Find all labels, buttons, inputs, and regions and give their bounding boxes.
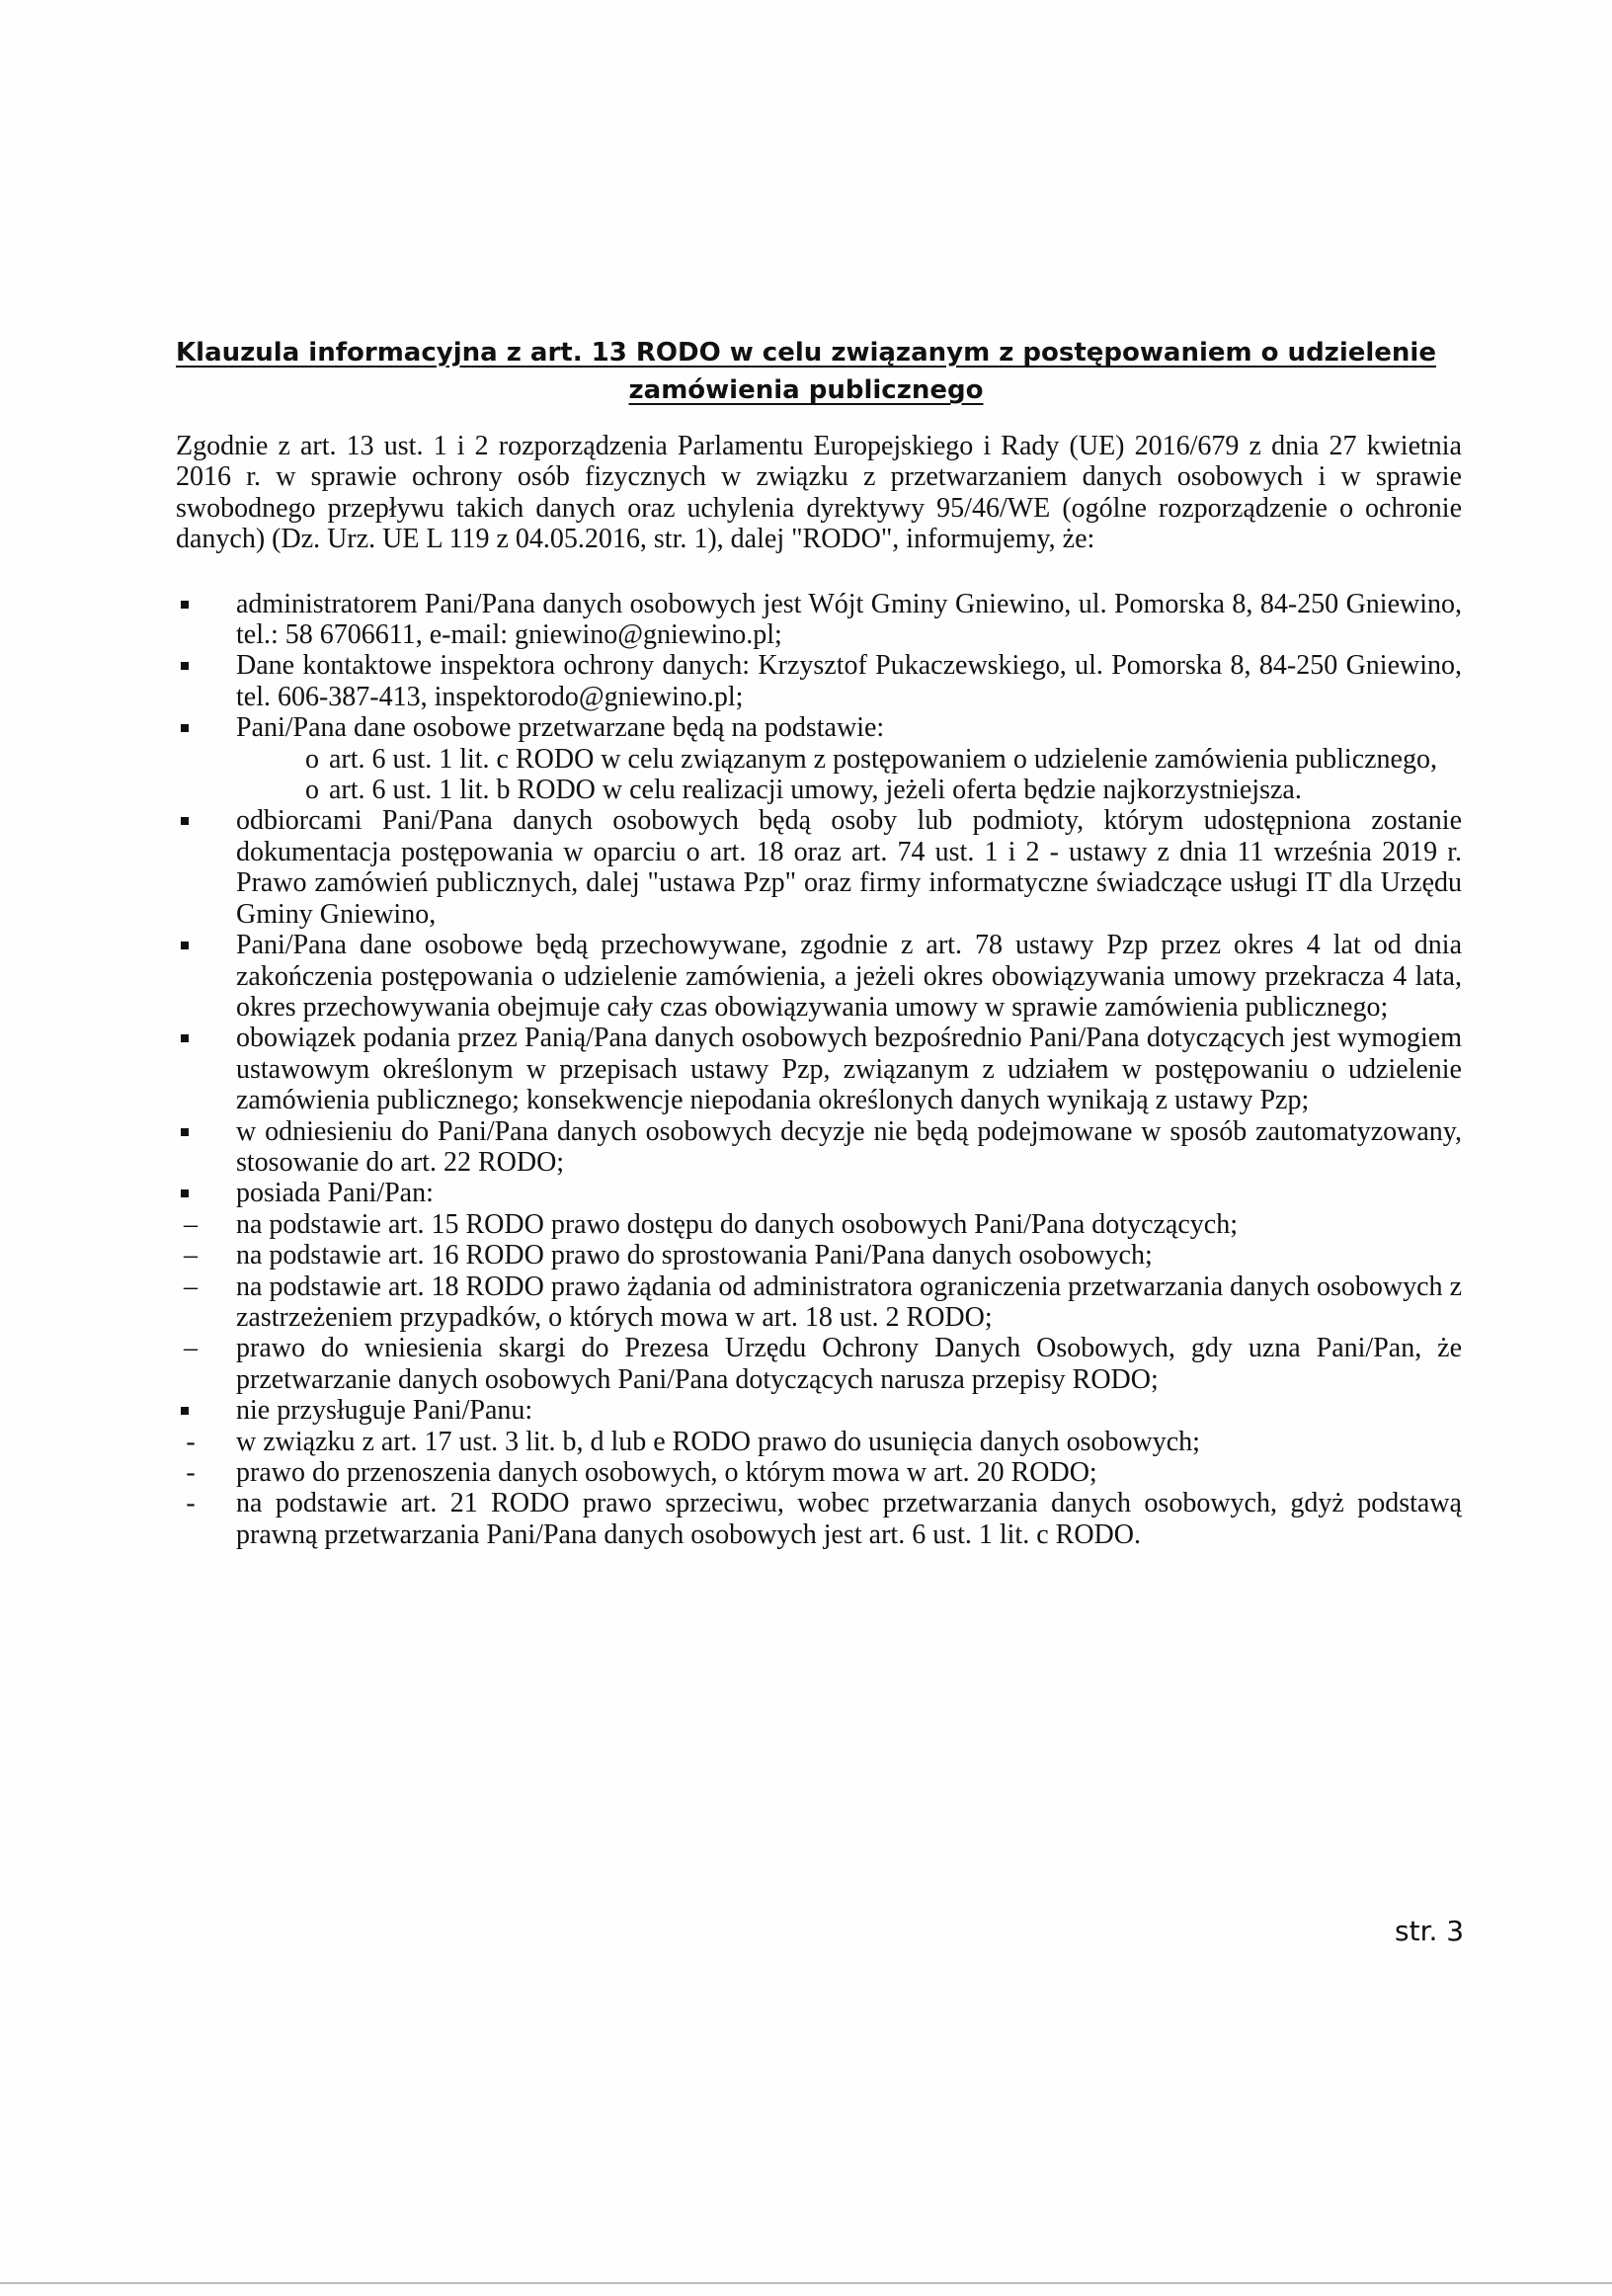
dash-bullet-icon: – bbox=[184, 1333, 198, 1364]
list-item bbox=[176, 805, 1462, 930]
dash-item bbox=[176, 1427, 1462, 1457]
dash-item bbox=[176, 1271, 1462, 1334]
dash-bullet-icon: – bbox=[184, 1271, 198, 1302]
dash-item bbox=[176, 1333, 1462, 1395]
subitem-text: na podstawie art. 18 RODO prawo żądania od administratora ograniczenia przetwarzania danych osobowych z zastrzeżeniem przypadków, o których mowa w art. 18 ust. 2 RODO; bbox=[236, 1271, 1462, 1333]
square-bullet-icon bbox=[181, 601, 189, 609]
subitem-text: prawo do przenoszenia danych osobowych, o którym mowa w art. 20 RODO; bbox=[236, 1457, 1097, 1488]
dash-bullet-icon: - bbox=[186, 1488, 196, 1519]
square-bullet-icon bbox=[181, 724, 189, 732]
circle-bullet-icon: o bbox=[305, 775, 319, 806]
page-number: str. 3 bbox=[1395, 1915, 1465, 1947]
list-item bbox=[176, 1178, 1462, 1208]
subitem-text: na podstawie art. 16 RODO prawo do sprostowania Pani/Pana danych osobowych; bbox=[236, 1240, 1153, 1271]
rights-sublist bbox=[176, 1209, 1462, 1395]
item-text: Dane kontaktowe inspektora ochrony danych: Krzysztof Pukaczewskiego, ul. Pomorska 8, 84-250 Gniewino, tel. 606-387-413, inspektorodo@gniewino.pl; bbox=[236, 650, 1462, 712]
clause-list-continued bbox=[176, 1395, 1462, 1426]
item-text: Pani/Pana dane osobowe będą przechowywane, zgodnie z art. 78 ustawy Pzp przez okres 4 lat od dnia zakończenia postępowania o udzielenie zamówienia, a jeżeli okres obowiązywania umowy przekracza 4 lata, okres przechowywania obejmuje cały czas obowiązywania umowy w sprawie zamówienia publicznego; bbox=[236, 930, 1462, 1023]
item-text: posiada Pani/Pan: bbox=[236, 1178, 434, 1209]
subitem-text: art. 6 ust. 1 lit. c RODO w celu związanym z postępowaniem o udzielenie zamówienia publicznego, bbox=[329, 743, 1437, 775]
list-item bbox=[176, 1116, 1462, 1179]
dash-item bbox=[176, 1488, 1462, 1550]
square-bullet-icon bbox=[181, 942, 189, 949]
item-text: nie przysługuje Pani/Panu: bbox=[236, 1395, 533, 1427]
list-item bbox=[176, 1023, 1462, 1115]
item-text: w odniesieniu do Pani/Pana danych osobowych decyzje nie będą podejmowane w sposób zautomatyzowany, stosowanie do art. 22 RODO; bbox=[236, 1115, 1462, 1178]
square-bullet-icon bbox=[181, 817, 189, 825]
list-item bbox=[176, 650, 1462, 712]
dash-item bbox=[176, 1457, 1462, 1488]
square-bullet-icon bbox=[181, 1034, 189, 1042]
item-text: Pani/Pana dane osobowe przetwarzane będą na podstawie: bbox=[236, 712, 885, 744]
list-item bbox=[176, 712, 1462, 805]
no-rights-sublist bbox=[176, 1427, 1462, 1551]
subitem-text: w związku z art. 17 ust. 3 lit. b, d lub e RODO prawo do usunięcia danych osobowych; bbox=[236, 1426, 1200, 1457]
dash-item bbox=[176, 1240, 1462, 1271]
subitem-text: na podstawie art. 21 RODO prawo sprzeciwu, wobec przetwarzania danych osobowych, gdyż podstawą prawną przetwarzania Pani/Pana danych osobowych jest art. 6 ust. 1 lit. c RODO. bbox=[236, 1488, 1462, 1550]
item-text: administratorem Pani/Pana danych osobowych jest Wójt Gminy Gniewino, ul. Pomorska 8, 84-250 Gniewino, tel.: 58 6706611, e-mail: gniewino@gniewino.pl; bbox=[236, 588, 1462, 651]
subitem-text: prawo do wniesienia skargi do Prezesa Urzędu Ochrony Danych Osobowych, gdy uzna Pani/Pan, że przetwarzanie danych osobowych Pani/Pana dotyczących narusza przepisy RODO; bbox=[236, 1333, 1462, 1395]
document-body bbox=[176, 431, 1462, 1550]
list-item bbox=[176, 930, 1462, 1023]
circle-bullet-icon: o bbox=[305, 743, 319, 775]
item-text: obowiązek podania przez Panią/Pana danych osobowych bezpośrednio Pani/Pana dotyczących jest wymogiem ustawowym określonym w przepisach ustawy Pzp, związanym z udziałem w postępowaniu o udzielenie zamówienia publicznego; konsekwencje niepodania określonych danych wynikają z ustawy Pzp; bbox=[236, 1023, 1462, 1116]
square-bullet-icon bbox=[181, 662, 189, 670]
square-bullet-icon bbox=[181, 1407, 189, 1415]
dash-bullet-icon: - bbox=[186, 1426, 196, 1457]
dash-bullet-icon: – bbox=[184, 1240, 198, 1271]
list-item bbox=[176, 1395, 1462, 1426]
square-bullet-icon bbox=[181, 1128, 189, 1136]
sublist-item bbox=[236, 775, 1462, 805]
square-bullet-icon bbox=[181, 1189, 189, 1197]
subitem-text: na podstawie art. 15 RODO prawo dostępu do danych osobowych Pani/Pana dotyczących; bbox=[236, 1208, 1238, 1240]
item-text: odbiorcami Pani/Pana danych osobowych będą osoby lub podmioty, którym udostępniona zostanie dokumentacja postępowania w oparciu o art. 18 oraz art. 74 ust. 1 i 2 - ustawy z dnia 11 września 2019 r. Prawo zamówień publicznych, dalej "ustawa Pzp" oraz firmy informatyczne świadczące usługi IT dla Urzędu Gminy Gniewino, bbox=[236, 805, 1462, 930]
subitem-text: art. 6 ust. 1 lit. b RODO w celu realizacji umowy, jeżeli oferta będzie najkorzystniejsza. bbox=[329, 775, 1302, 806]
document-title: Klauzula informacyjna z art. 13 RODO w celu związanym z postępowaniem o udzielenie zamówienia publicznego bbox=[176, 338, 1436, 405]
dash-bullet-icon: – bbox=[184, 1208, 198, 1240]
dash-bullet-icon: - bbox=[186, 1457, 196, 1488]
scan-edge-divider bbox=[0, 2282, 1612, 2284]
dash-item bbox=[176, 1209, 1462, 1240]
list-item bbox=[176, 589, 1462, 651]
sublist-item bbox=[236, 744, 1462, 775]
basis-sublist bbox=[236, 744, 1462, 806]
clause-list bbox=[176, 589, 1462, 1209]
intro-paragraph: Zgodnie z art. 13 ust. 1 i 2 rozporządzenia Parlamentu Europejskiego i Rady (UE) 2016/679 z dnia 27 kwietnia 2016 r. w sprawie ochrony osób fizycznych w związku z przetwarzaniem danych osobowych i w sprawie swobodnego przepływu takich danych oraz uchylenia dyrektywy 95/46/WE (ogólne rozporządzenie o ochronie danych) (Dz. Urz. UE L 119 z 04.05.2016, str. 1), dalej "RODO", informujemy, że: bbox=[176, 431, 1462, 555]
